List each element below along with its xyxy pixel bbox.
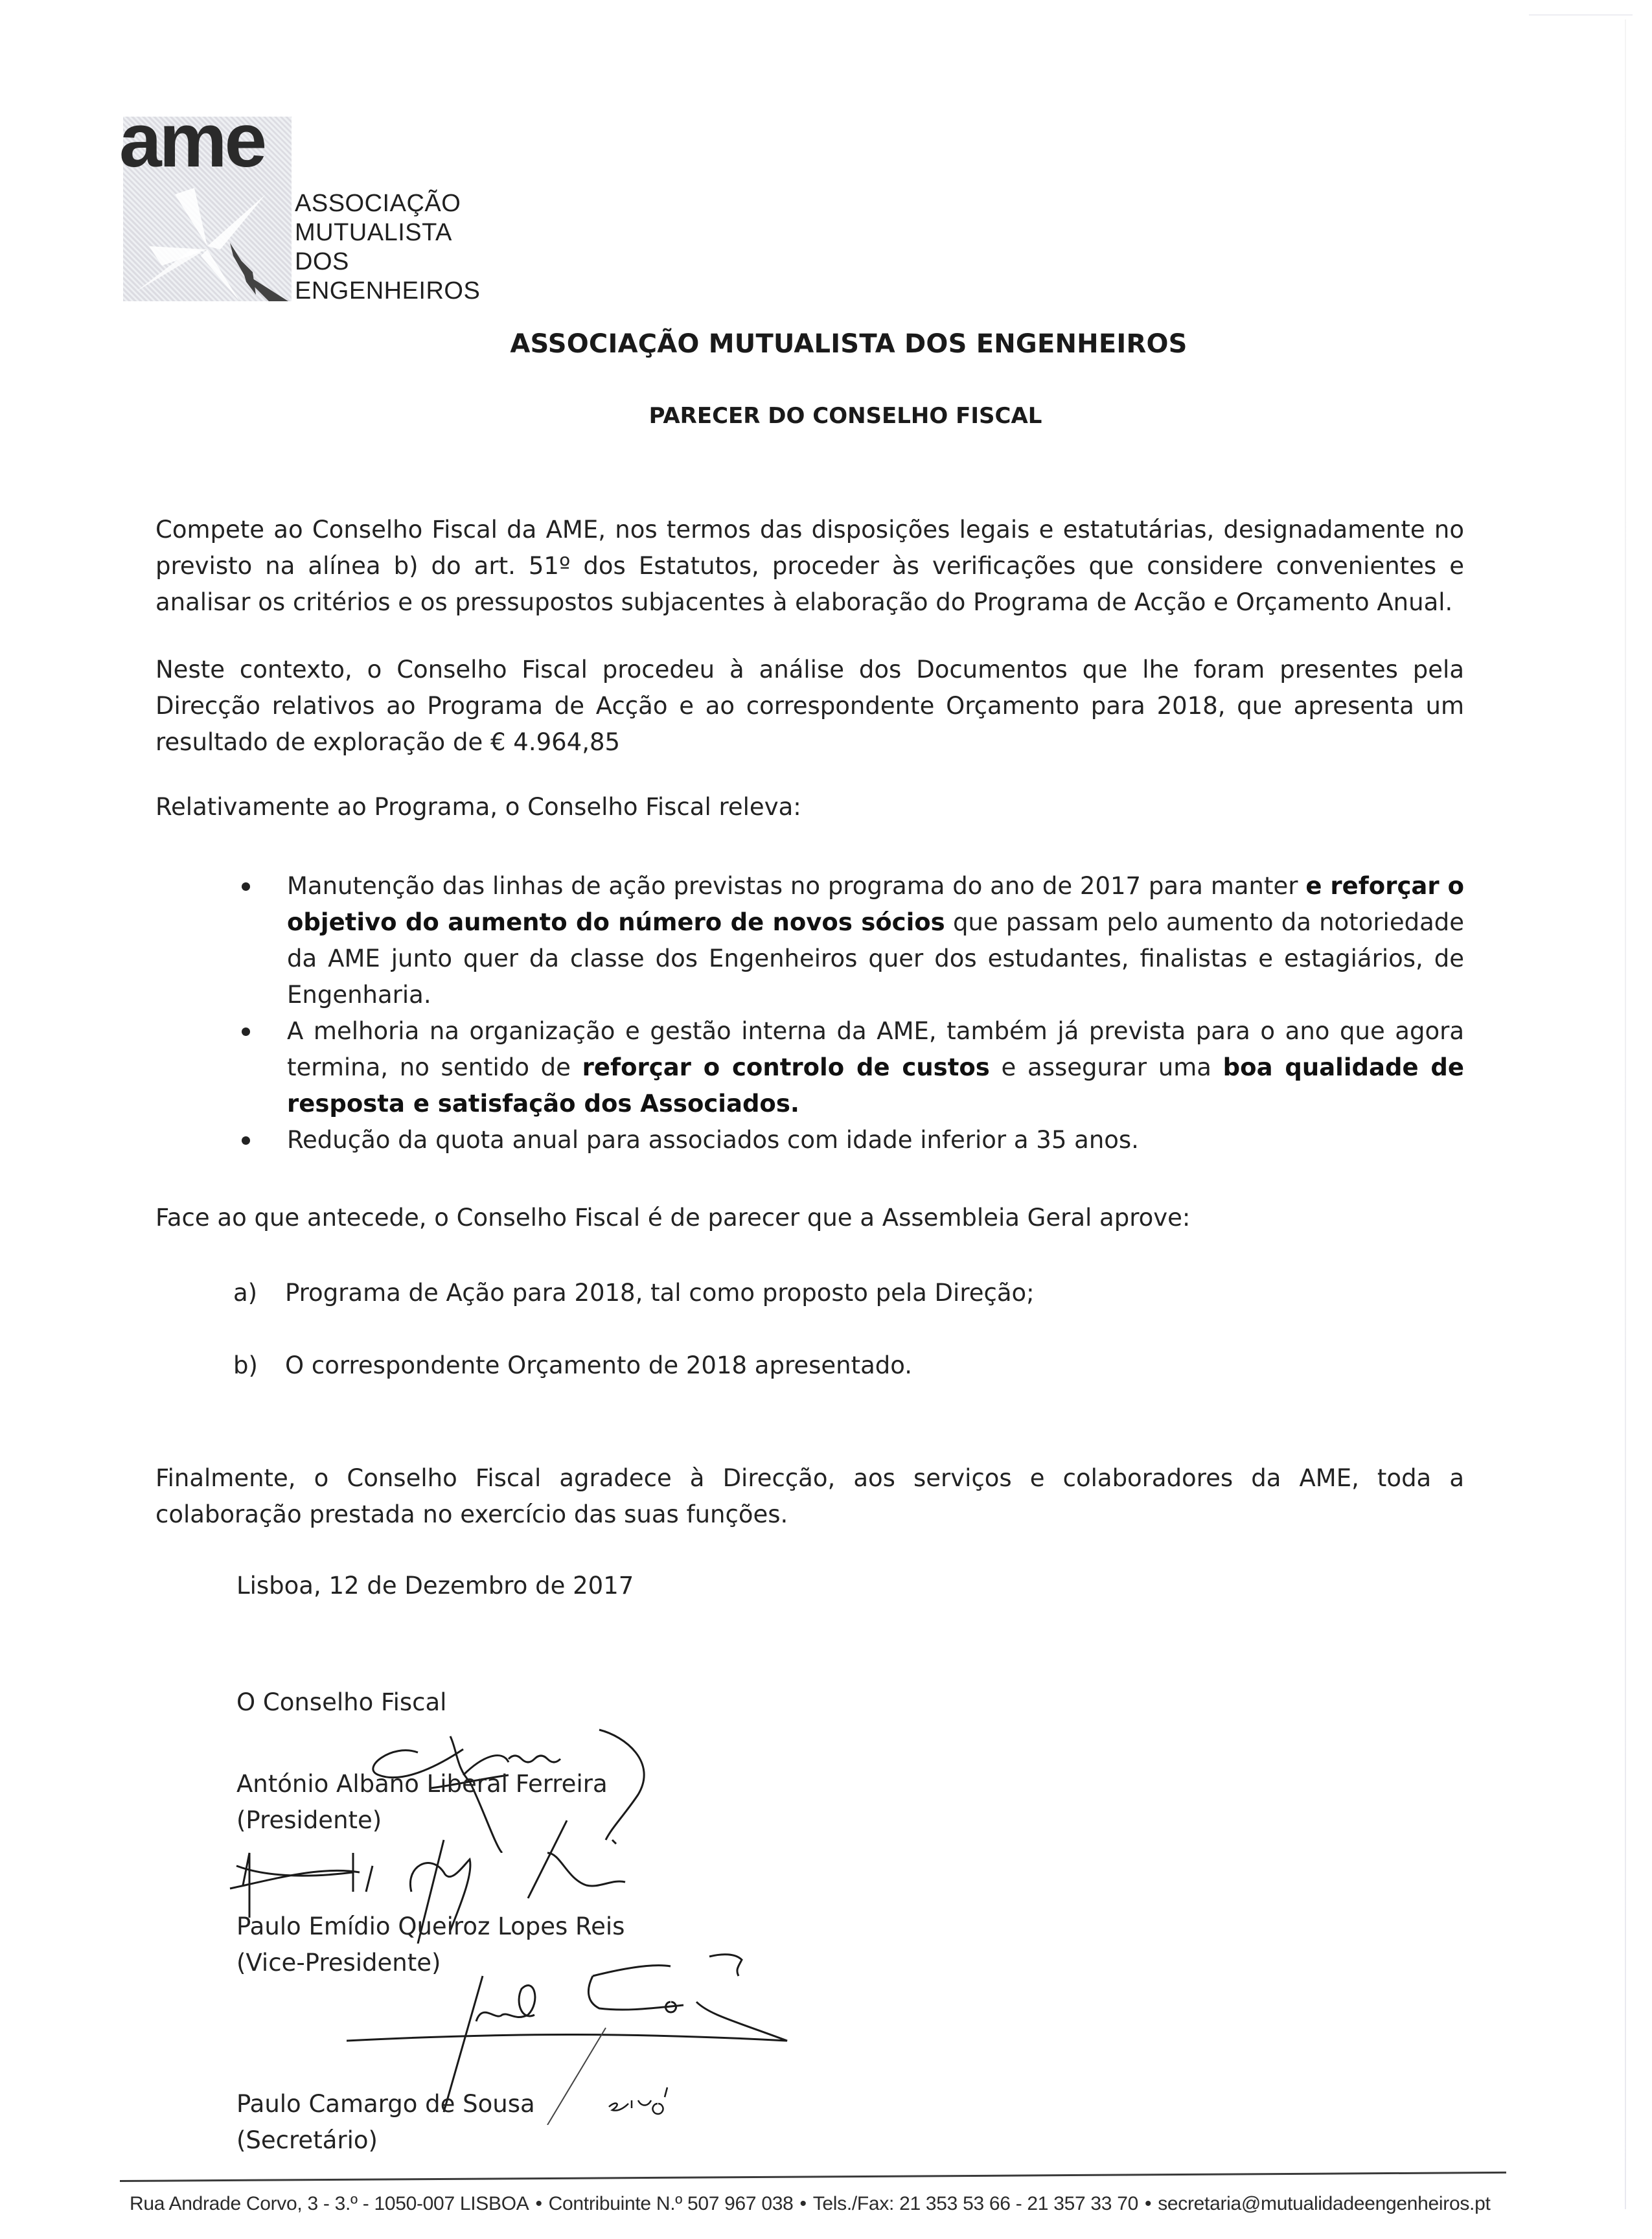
approval-marker: b) bbox=[233, 1351, 258, 1379]
list-item: Redução da quota anual para associados com idade inferior a 35 anos. bbox=[240, 1122, 1464, 1158]
footer-address: Rua Andrade Corvo, 3 - 3.º - 1050-007 LISBOA bbox=[130, 2193, 529, 2214]
logo-line: ASSOCIAÇÃO bbox=[295, 190, 461, 217]
signer-role: (Presidente) bbox=[236, 1806, 382, 1834]
logo-text bbox=[295, 189, 480, 306]
paragraph-competence: Compete ao Conselho Fiscal da AME, nos termos das disposições legais e estatutárias, designadamente no previsto na alínea b) do art. 51º dos Estatutos, proceder às verificações que considere convenientes e analisar os critérios e os pressupostos subjacentes à elaboração do Programa de Acção e Orçamento Anual. bbox=[155, 516, 1464, 616]
approval-list bbox=[233, 1275, 1035, 1384]
signer-role: (Vice-Presidente) bbox=[236, 1949, 441, 1977]
signer-name: António Albano Liberal Ferreira bbox=[236, 1770, 608, 1798]
signer-role: (Secretário) bbox=[236, 2126, 378, 2154]
place-and-date: Lisboa, 12 de Dezembro de 2017 bbox=[236, 1572, 634, 1600]
list-item: Manutenção das linhas de ação previstas no programa do ano de 2017 para manter e reforçar o objetivo do aumento do número de novos sócios que passam pelo aumento da notoriedade da AME junto quer da classe dos Engenheiros quer dos estudantes, finalistas e estagiários, de Engenharia. bbox=[240, 868, 1464, 1013]
ame-logo bbox=[119, 98, 512, 304]
footer-contact bbox=[130, 2193, 1491, 2215]
approval-item bbox=[233, 1275, 1035, 1311]
paragraph-context: Neste contexto, o Conselho Fiscal procedeu à análise dos Documentos que lhe foram presentes pela Direcção relativos ao Programa de Acção e ao correspondente Orçamento para 2018, que apresenta um resultado de exploração de € 4.964,85 bbox=[155, 656, 1464, 756]
bullet-icon bbox=[242, 1136, 250, 1145]
approval-item bbox=[233, 1348, 1035, 1384]
logo-wordmark: ame bbox=[119, 98, 265, 183]
footer-separator: • bbox=[799, 2193, 807, 2214]
approval-text: Programa de Ação para 2018, tal como proposto pela Direção; bbox=[285, 1279, 1035, 1307]
paragraph-program-intro: Relativamente ao Programa, o Conselho Fiscal releva: bbox=[155, 793, 801, 821]
approval-marker: a) bbox=[233, 1279, 258, 1307]
footer-divider bbox=[120, 2172, 1506, 2182]
signer-name: Paulo Emídio Queiroz Lopes Reis bbox=[236, 1912, 625, 1940]
bullet-icon bbox=[242, 882, 250, 891]
document-subtitle: PARECER DO CONSELHO FISCAL bbox=[648, 403, 1042, 429]
program-highlights-list bbox=[240, 868, 1464, 1158]
approval-text: O correspondente Orçamento de 2018 apresentado. bbox=[285, 1351, 913, 1379]
signature-initials bbox=[602, 2081, 680, 2120]
footer-tax-id: Contribuinte N.º 507 967 038 bbox=[548, 2193, 794, 2214]
footer-separator: • bbox=[535, 2193, 542, 2214]
paragraph-opinion: Face ao que antecede, o Conselho Fiscal é de parecer que a Assembleia Geral aprove: bbox=[155, 1204, 1191, 1232]
logo-line: ENGENHEIROS bbox=[295, 277, 481, 304]
logo-line: MUTUALISTA bbox=[295, 219, 452, 246]
logo-line: DOS bbox=[295, 248, 349, 275]
signature-heading: O Conselho Fiscal bbox=[236, 1688, 447, 1716]
list-item: A melhoria na organização e gestão interna da AME, também já prevista para o ano que agora termina, no sentido de reforçar o controlo de custos e assegurar uma boa qualidade de resposta e satisfação dos Associados. bbox=[240, 1013, 1464, 1122]
document-title: ASSOCIAÇÃO MUTUALISTA DOS ENGENHEIROS bbox=[510, 329, 1187, 359]
footer-email[interactable]: secretaria@mutualidadeengenheiros.pt bbox=[1158, 2193, 1491, 2214]
footer-separator: • bbox=[1144, 2193, 1152, 2214]
scan-edge bbox=[1529, 14, 1633, 16]
footer-phones: Tels./Fax: 21 353 53 66 - 21 357 33 70 bbox=[812, 2193, 1138, 2214]
paragraph-thanks: Finalmente, o Conselho Fiscal agradece à Direcção, aos serviços e colaboradores da AME, toda a colaboração prestada no exercício das suas funções. bbox=[155, 1464, 1464, 1528]
signer-name: Paulo Camargo de Sousa bbox=[236, 2090, 535, 2118]
bullet-icon bbox=[242, 1028, 250, 1036]
